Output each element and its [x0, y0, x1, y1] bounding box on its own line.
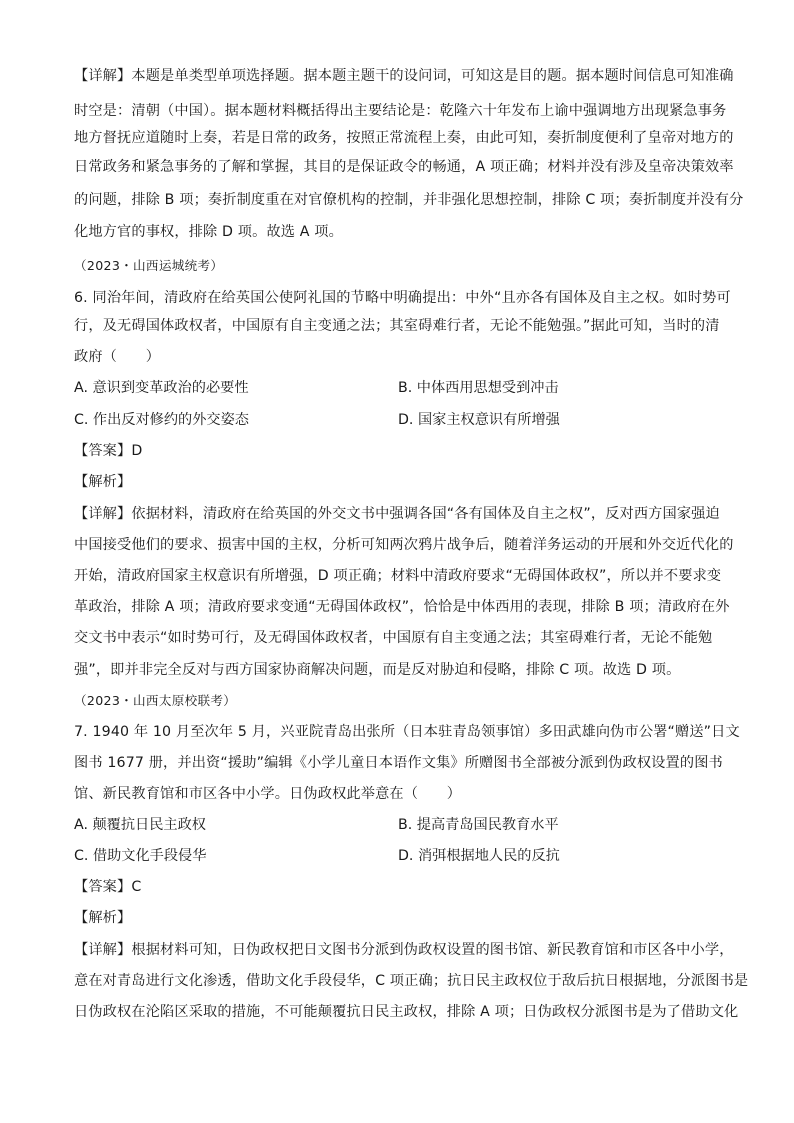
q7-detail-line-1: 【详解】根据材料可知，日伪政权把日文图书分派到伪政权设置的图书馆、新民教育馆和市区各中小学，: [74, 942, 734, 958]
q7-source: （2023・山西太原校联考）: [74, 693, 237, 708]
q6-stem-line-2: 行，及无碍国体政权者，中国原有自主变通之法；其室碍难行者，无论不能勉强。”据此可知，当时的清: [74, 318, 720, 334]
q6-detail-line-1: 【详解】依据材料，清政府在给英国的外交文书中强调各国“各有国体及自主之权”，反对西方国家强迫: [74, 506, 720, 522]
q6-option-c: C. 作出反对修约的外交姿态: [74, 412, 249, 428]
q6-detail-line-3: 开始，清政府国家主权意识有所增强，D 项正确；材料中清政府要求“无碍国体政权”，所以并不要求变: [74, 568, 722, 584]
q5-detail-line-4: 日常政务和紧急事务的了解和掌握，其目的是保证政令的畅通，A 项正确；材料并没有涉及皇帝决策效率: [74, 159, 734, 175]
q7-detail-line-2: 意在对青岛进行文化渗透，借助文化手段侵华，C 项正确；抗日民主政权位于敌后抗日根据地，分派图书是: [74, 973, 749, 989]
q6-stem-line-1: 6. 同治年间，清政府在给英国公使阿礼国的节略中明确提出：中外“且亦各有国体及自主之权。如时势可: [74, 290, 731, 306]
q7-analysis-label: 【解析】: [74, 910, 132, 926]
q5-detail-line-1: 【详解】本题是单类型单项选择题。据本题主题干的设问词，可知这是目的题。据本题时间信息可知准确: [74, 68, 734, 84]
q6-analysis-label: 【解析】: [74, 474, 132, 490]
q6-option-b: B. 中体西用思想受到冲击: [398, 380, 559, 396]
q6-detail-line-2: 中国接受他们的要求、损害中国的主权，分析可知两次鸦片战争后，随着洋务运动的开展和外交近代化的: [74, 537, 734, 553]
q7-option-b: B. 提高青岛国民教育水平: [398, 817, 559, 833]
q6-option-d: D. 国家主权意识有所增强: [398, 412, 560, 428]
q5-detail-line-3: 地方督抚应道随时上奏，若是日常的政务，按照正常流程上奏，由此可知，奏折制度便利了皇帝对地方的: [74, 130, 734, 146]
q7-answer: 【答案】C: [74, 879, 142, 895]
q6-detail-line-5: 交文书中表示“如时势可行，及无碍国体政权者，中国原有自主变通之法；其室碍难行者，无论不能勉: [74, 630, 713, 646]
q7-detail-line-3: 日伪政权在沦陷区采取的措施，不可能颠覆抗日民主政权，排除 A 项；日伪政权分派图书是为了借助文化: [74, 1004, 739, 1020]
q5-detail-line-5: 的问题，排除 B 项；奏折制度重在对官僚机构的控制，并非强化思想控制，排除 C 项；奏折制度并没有分: [74, 192, 744, 208]
q7-stem-line-2: 图书 1677 册，并出资“援助”编辑《小学儿童日本语作文集》所赠图书全部被分派到伪政权设置的图书: [74, 755, 723, 771]
q6-detail-line-6: 强”，即并非完全反对与西方国家协商解决问题，而是反对胁迫和侵略，排除 C 项。故选 D 项。: [74, 662, 681, 678]
q5-detail-line-2: 时空是：清朝（中国）。据本题材料概括得出主要结论是：乾隆六十年发布上谕中强调地方出现紧急事务: [74, 103, 727, 119]
q6-option-a: A. 意识到变革政治的必要性: [74, 380, 249, 396]
q7-option-c: C. 借助文化手段侵华: [74, 848, 207, 864]
q7-option-d: D. 消弭根据地人民的反抗: [398, 848, 560, 864]
q6-answer: 【答案】D: [74, 443, 143, 459]
q7-option-a: A. 颠覆抗日民主政权: [74, 817, 206, 833]
q6-stem-line-3: 政府（ ）: [74, 349, 161, 365]
q5-detail-line-6: 化地方官的事权，排除 D 项。故选 A 项。: [74, 224, 343, 240]
q7-stem-line-3: 馆、新民教育馆和市区各中小学。日伪政权此举意在（ ）: [74, 786, 462, 802]
q6-detail-line-4: 革政治，排除 A 项；清政府要求变通“无碍国体政权”，恰恰是中体西用的表现，排除 B 项；清政府在外: [74, 599, 730, 615]
q6-source: （2023・山西运城统考）: [74, 258, 224, 273]
q7-stem-line-1: 7. 1940 年 10 月至次年 5 月，兴亚院青岛出张所（日本驻青岛领事馆）多田武雄向伪市公署“赠送”日文: [74, 724, 740, 740]
